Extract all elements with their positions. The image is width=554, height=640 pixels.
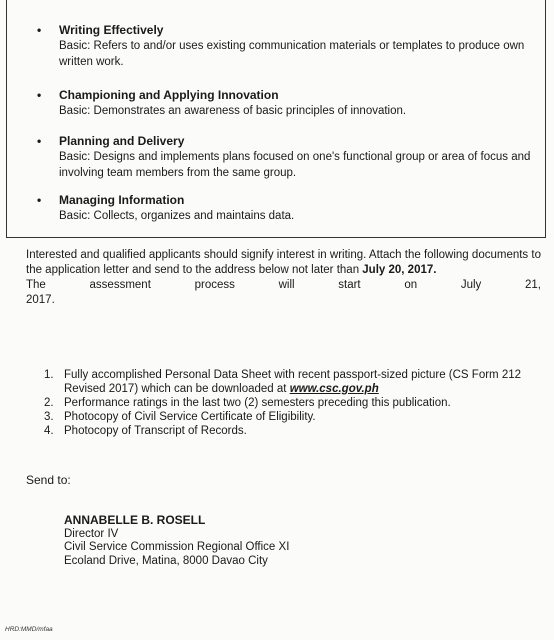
competency-title: Planning and Delivery [59,134,185,148]
assessment-year: 2017. [26,294,55,306]
recipient-position: Director IV [64,527,119,540]
item-text: Performance ratings in the last two (2) semesters preceding this publication. [64,397,451,409]
recipient-name: ANNABELLE B. ROSELL [64,513,206,527]
assessment-word: start [338,279,361,291]
item-number: 4. [44,425,54,437]
assessment-line [26,278,541,293]
reference-code: HRD:MMD/mfaa [5,626,53,633]
instructions-text: Interested and qualified applicants should signify interest in writing. Attach the following documents to the application letter and send to the address below not later than [26,249,541,276]
competency-description: Basic: Demonstrates an awareness of basic principles of innovation. [59,105,407,117]
list-item [30,424,530,438]
application-instructions [26,248,541,308]
assessment-word: The [26,279,46,291]
item-text: Fully accomplished Personal Data Sheet with recent passport-sized picture (CS Form 212 Revised 2017) which can be downloaded at [64,369,522,395]
competency-title: Championing and Applying Innovation [59,88,279,102]
recipient-address: Ecoland Drive, Matina, 8000 Davao City [64,554,268,567]
item-number: 3. [44,411,54,423]
item-text: Photocopy of Civil Service Certificate of Eligibility. [64,411,316,423]
send-to-label: Send to: [26,473,71,487]
competency-box [6,0,546,238]
list-item [30,410,530,424]
competency-title: Managing Information [59,193,185,207]
competency-description: Basic: Collects, organizes and maintains data. [59,210,295,222]
item-number: 1. [44,369,54,381]
list-item [30,396,530,410]
competency-description: Basic: Refers to and/or uses existing communication materials or templates to produce own written work. [59,40,525,68]
recipient-address-block [64,514,289,568]
list-item [30,368,530,396]
bullet-icon: • [37,88,42,102]
assessment-word: 21, [525,279,541,291]
assessment-word: will [278,279,295,291]
competency-title: Writing Effectively [59,23,164,37]
bullet-icon: • [37,23,42,37]
assessment-word: on [404,279,418,291]
competency-description: Basic: Designs and implements plans focused on one's functional group or area of focus and involving team members from the same group. [59,151,531,179]
assessment-word: process [194,279,235,291]
assessment-word: assessment [89,279,151,291]
assessment-word: July [460,279,482,291]
requirements-list [30,368,530,438]
item-number: 2. [44,397,54,409]
bullet-icon: • [37,193,42,207]
item-text: Photocopy of Transcript of Records. [64,425,247,437]
recipient-office: Civil Service Commission Regional Office XI [64,541,290,553]
csc-website-link[interactable]: www.csc.gov.ph [289,383,379,395]
bullet-icon: • [37,134,42,148]
deadline-date: July 20, 2017. [362,264,437,276]
